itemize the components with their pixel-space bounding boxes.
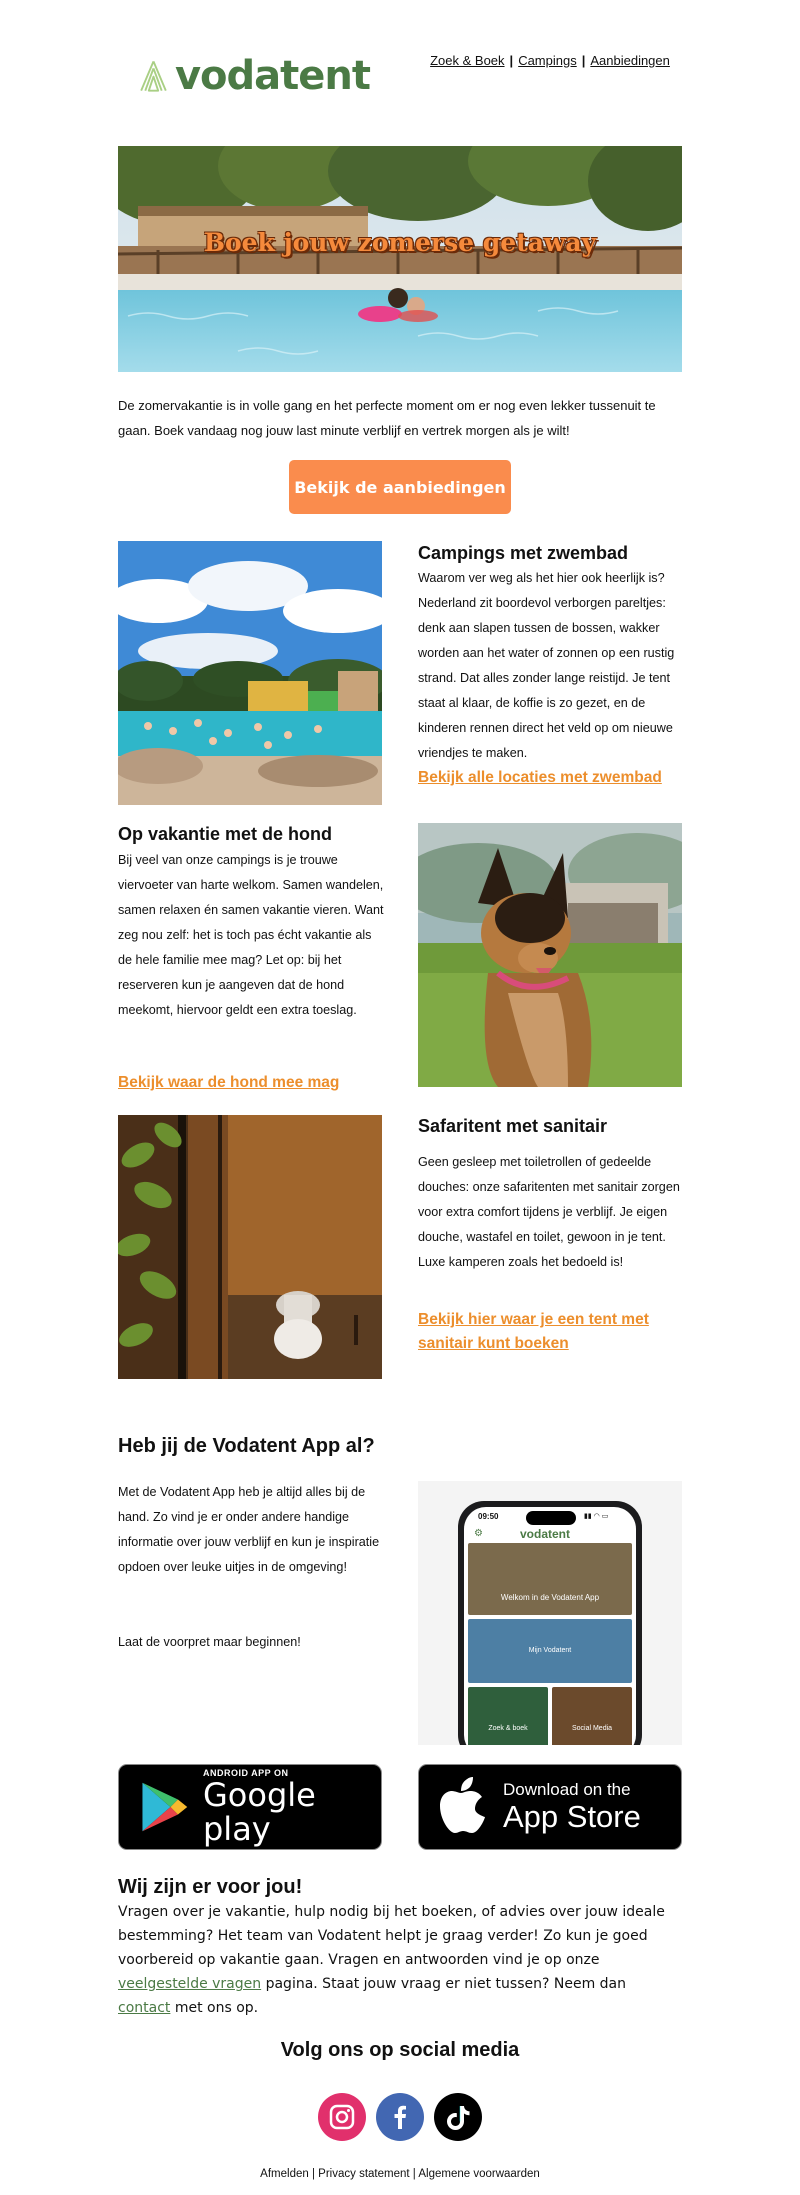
section-body-sanitair: Geen gesleep met toiletrollen of gedeelde douches: onze safaritenten met sanitair zorgen voor extra comfort tijdens je verblijf. Je eigen douche, wastafel en toilet, gewoon in je tent. Luxe kamperen zoals het bedoeld is! [418, 1155, 680, 1269]
view-offers-button[interactable]: Bekijk de aanbiedingen [289, 460, 511, 514]
contact-text-2: pagina. Staat jouw vraag er niet tussen? Neem dan [261, 1976, 627, 1992]
contact-text-3: met ons op. [170, 2000, 259, 2016]
nav-separator: | [581, 53, 586, 68]
dog-photo [418, 823, 682, 1087]
section-title-pool: Campings met zwembad [418, 543, 629, 563]
app-store-button[interactable] [418, 1764, 682, 1850]
facebook-button[interactable] [376, 2093, 424, 2141]
app-body-text-2: Laat de voorpret maar beginnen! [118, 1635, 301, 1649]
terms-link[interactable]: Algemene voorwaarden [418, 2168, 540, 2180]
phone-tile-social [552, 1687, 632, 1745]
settings-gear-icon: ⚙ [474, 1528, 483, 1539]
nav-separator: | [509, 53, 514, 68]
contact-body [118, 1900, 682, 2020]
hero-title: Boek jouw zomerse getaway [203, 228, 597, 257]
phone-brand: vodatent [520, 1527, 571, 1541]
waterpark-image [118, 541, 382, 805]
phone-hero-tile [468, 1543, 632, 1615]
social-title: Volg ons op social media [280, 2039, 520, 2061]
google-play-text [203, 1768, 381, 1846]
phone-welcome-text: Welkom in de Vodatent App [500, 1593, 600, 1602]
dynamic-island [526, 1511, 576, 1525]
link-pool-locations[interactable]: Bekijk alle locaties met zwembad [418, 769, 662, 786]
logo-wordmark: vodatent [174, 53, 370, 99]
app-store-text [503, 1780, 641, 1834]
google-play-icon [135, 1777, 191, 1837]
unsubscribe-link[interactable]: Afmelden [260, 2168, 309, 2180]
phone-tile-zoek-label: Zoek & boek [488, 1725, 528, 1732]
instagram-icon [328, 2103, 356, 2131]
nav-campings[interactable]: Campings [518, 53, 577, 68]
tent-sanitair-image[interactable] [118, 1115, 382, 1379]
footer-separator: | [311, 2168, 315, 2180]
top-navigation [400, 53, 700, 68]
dog-image[interactable] [418, 823, 682, 1087]
pool-camping-image[interactable] [118, 541, 382, 805]
contact-title: Wij zijn er voor jou! [118, 1876, 303, 1898]
phone-tile-zoek [468, 1687, 548, 1745]
google-play-button[interactable] [118, 1764, 382, 1850]
section-body-dog: Bij veel van onze campings is je trouwe viervoeter van harte welkom. Samen wandelen, samen relaxen én samen vakantie vieren. Want zeg nou zelf: het is toch pas écht vakantie als de hele familie mee mag? Let op: bij het reserveren kun je aangeven dat de hond meekomt, hiervoor geldt een extra toeslag. [118, 853, 384, 1017]
app-store-main: App Store [503, 1799, 641, 1834]
phone-tile-mijn [468, 1619, 632, 1683]
link-dog-locations[interactable]: Bekijk waar de hond mee mag [118, 1074, 340, 1091]
app-store-top: Download on the [503, 1780, 631, 1799]
section-title-sanitair: Safaritent met sanitair [418, 1116, 608, 1136]
phone-status-icons: ▮▮ ◠ ▭ [584, 1513, 609, 1520]
footer-links [0, 2168, 800, 2180]
phone-screen [464, 1507, 636, 1745]
section-title-dog: Op vakantie met de hond [118, 824, 333, 844]
contact-link[interactable]: contact [118, 2000, 171, 2016]
tiktok-button[interactable] [434, 2093, 482, 2141]
tent-logo-icon [140, 47, 167, 105]
bathroom-photo [118, 1115, 382, 1379]
facebook-icon [386, 2103, 414, 2131]
hero-banner[interactable] [118, 146, 682, 372]
nav-aanbiedingen[interactable]: Aanbiedingen [590, 53, 670, 68]
hero-pool-image [118, 146, 682, 372]
phone-tile-social-label: Social Media [571, 1725, 613, 1732]
app-body-text: Met de Vodatent App heb je altijd alles bij de hand. Zo vind je er onder andere handige informatie over jouw verblijf en kun je inspiratie opdoen over leuke uitjes in de omgeving! [118, 1485, 380, 1574]
google-play-main: Google play [202, 1776, 316, 1848]
link-sanitair-locations[interactable]: Bekijk hier waar je een tent met sanitair kunt boeken [418, 1311, 649, 1352]
footer-separator: | [412, 2168, 416, 2180]
nav-zoek-boek[interactable]: Zoek & Boek [430, 53, 505, 68]
google-play-top: ANDROID APP ON [202, 1768, 289, 1778]
faq-link[interactable]: veelgestelde vragen [118, 1976, 262, 1992]
section-body-pool: Waarom ver weg als het hier ook heerlijk is? Nederland zit boordevol verborgen pareltjes: denk aan slapen tussen de bossen, wakker worden aan het water of zonnen op een rustig strand. Dat alles zonder lange reistijd. Je tent staat al klaar, de koffie is zo gezet, en de kinderen rennen direct het veld op om nieuwe vriendjes te maken. [418, 571, 675, 760]
contact-text-1: Vragen over je vakantie, hulp nodig bij het boeken, of advies over jouw ideale bestemming? Het team van Vodatent helpt je graag verder! Zo kun je goed voorbereid op vakantie gaan. Vragen en antwoorden vind je op onze [118, 1904, 665, 1968]
vodatent-logo[interactable] [140, 46, 370, 106]
phone-tile-mijn-label: Mijn Vodatent [528, 1647, 572, 1654]
app-section-title: Heb jij de Vodatent App al? [118, 1435, 375, 1457]
phone-time: 09:50 [478, 1512, 499, 1521]
privacy-link[interactable]: Privacy statement [318, 2168, 410, 2180]
app-phone-mockup [418, 1481, 682, 1745]
intro-text: De zomervakantie is in volle gang en het perfecte moment om er nog even lekker tussenuit te gaan. Boek vandaag nog jouw last minute verblijf en vertrek morgen als je wilt! [118, 398, 656, 438]
tiktok-icon [444, 2103, 472, 2131]
instagram-button[interactable] [318, 2093, 366, 2141]
apple-icon [437, 1775, 493, 1839]
